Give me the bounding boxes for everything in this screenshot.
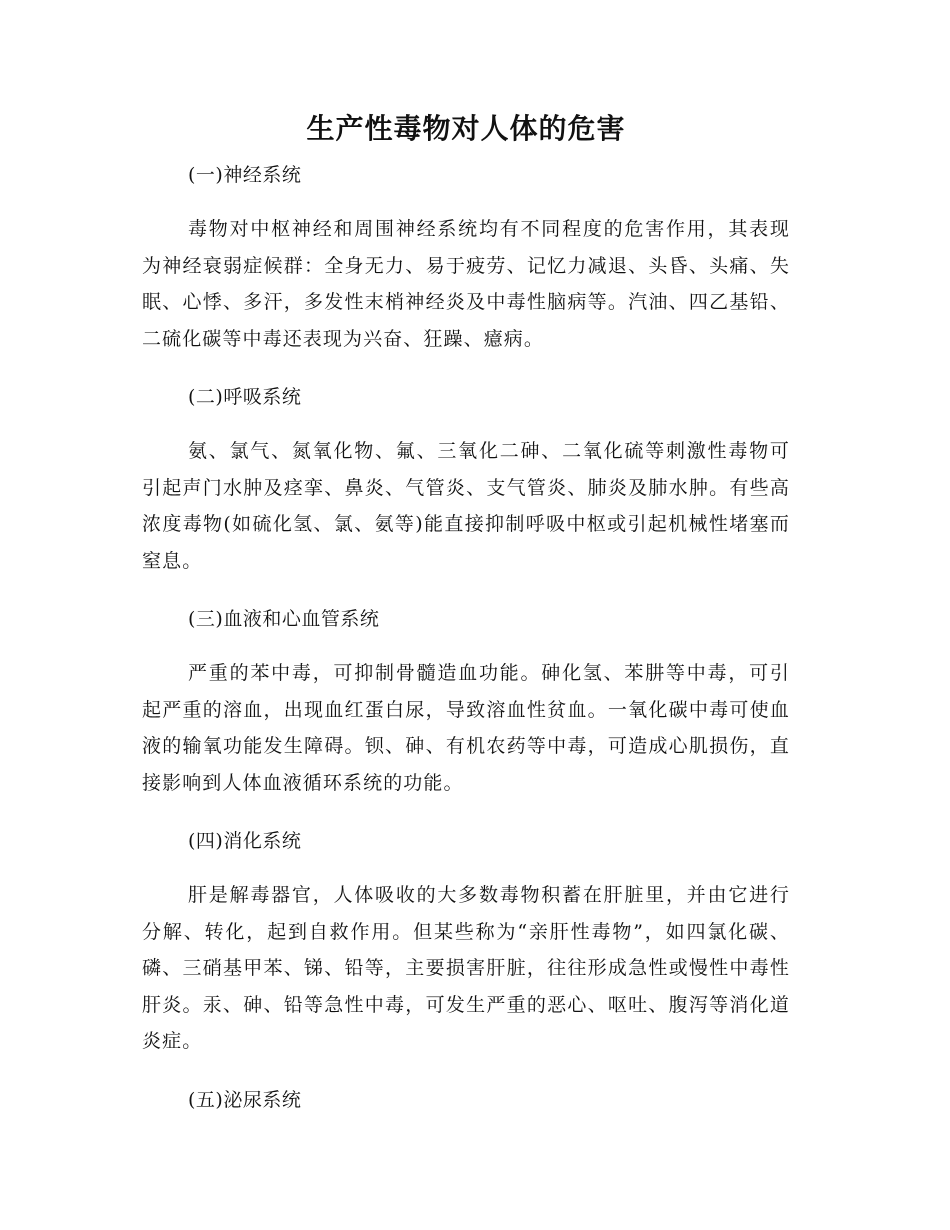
section-heading: (五)泌尿系统 — [188, 1088, 302, 1111]
section-paragraph: 毒物对中枢神经和周围神经系统均有不同程度的危害作用，其表现为神经衰弱症候群：全身无力、易于疲劳、记忆力减退、头昏、头痛、失眠、心悸、多汗，多发性末梢神经炎及中毒性脑病等。汽油、四乙基铅、二硫化碳等中毒还表现为兴奋、狂躁、癔病。 — [142, 218, 790, 350]
section-respiratory-system — [142, 375, 790, 597]
section-heading: (一)神经系统 — [188, 164, 302, 186]
section-urinary-system — [142, 1078, 790, 1136]
section-heading: (二)呼吸系统 — [188, 386, 302, 408]
section-paragraph: 氨、氯气、氮氧化物、氟、三氧化二砷、二氧化硫等刺激性毒物可引起声门水肿及痉挛、鼻炎、气管炎、支气管炎、肺炎及肺水肿。有些高浓度毒物(如硫化氢、氯、氨等)能直接抑制呼吸中枢或引起机械性堵塞而窒息。 — [142, 440, 790, 572]
section-heading: (三)血液和心血管系统 — [188, 608, 380, 630]
section-paragraph: 严重的苯中毒，可抑制骨髓造血功能。砷化氢、苯肼等中毒，可引起严重的溶血，出现血红蛋白尿，导致溶血性贫血。一氧化碳中毒可使血液的输氧功能发生障碍。钡、砷、有机农药等中毒，可造成心肌损伤，直接影响到人体血液循环系统的功能。 — [142, 662, 790, 794]
section-nervous-system — [142, 153, 790, 375]
section-digestive-system — [142, 819, 790, 1078]
section-paragraph: 肝是解毒器官，人体吸收的大多数毒物积蓄在肝脏里，并由它进行分解、转化，起到自救作用。但某些称为“亲肝性毒物”，如四氯化碳、磷、三硝基甲苯、锑、铅等，主要损害肝脏，往往形成急性或慢性中毒性肝炎。汞、砷、铅等急性中毒，可发生严重的恶心、呕吐、腹泻等消化道炎症。 — [142, 884, 790, 1052]
document-title: 生产性毒物对人体的危害 — [306, 112, 626, 145]
section-heading: (四)消化系统 — [188, 830, 302, 852]
section-blood-cardiovascular-system — [142, 597, 790, 819]
